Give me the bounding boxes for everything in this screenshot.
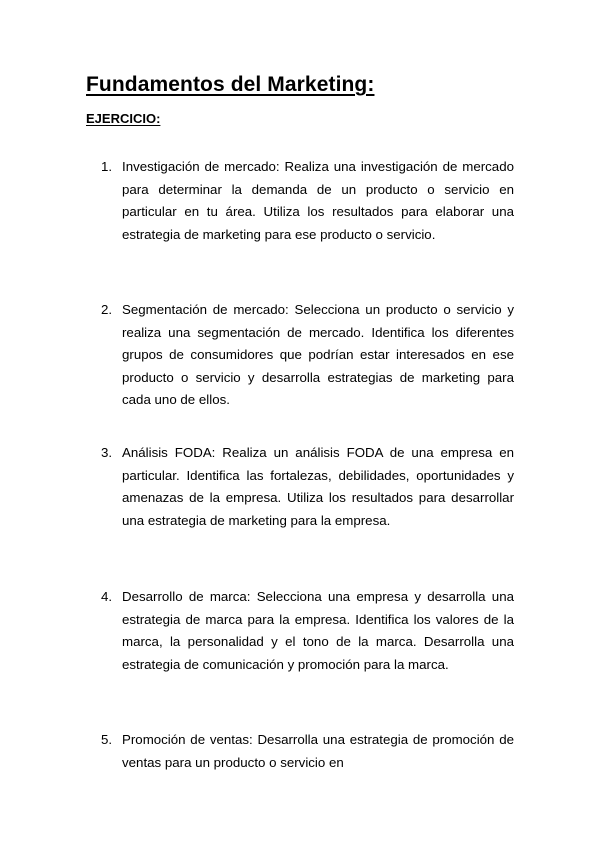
exercise-text: Análisis FODA: Realiza un análisis FODA de una empresa en particular. Identifica las fortalezas, debilidades, oportunidades y amenazas de la empresa. Utiliza los resultados para desarrollar una estrategia de marketing para la empresa.	[122, 445, 514, 528]
exercise-text: Promoción de ventas: Desarrolla una estrategia de promoción de ventas para un producto o servicio en	[122, 732, 514, 770]
exercise-number: 3.	[101, 445, 113, 460]
exercise-number: 2.	[101, 302, 113, 317]
exercise-item-5	[101, 729, 514, 774]
section-heading: EJERCICIO:	[86, 111, 161, 126]
exercise-item-2	[101, 299, 514, 412]
exercise-item-1	[101, 156, 514, 246]
exercise-item-3	[101, 442, 514, 532]
exercise-number: 1.	[101, 159, 113, 174]
exercise-text: Investigación de mercado: Realiza una investigación de mercado para determinar la demanda de un producto o servicio en particular en tu área. Utiliza los resultados para elaborar una estrategia de marketing para ese producto o servicio.	[122, 159, 514, 242]
exercise-item-4	[101, 586, 514, 676]
page-title: Fundamentos del Marketing:	[86, 73, 375, 96]
exercise-number: 4.	[101, 589, 113, 604]
exercise-text: Segmentación de mercado: Selecciona un producto o servicio y realiza una segmentación de mercado. Identifica los diferentes grupos de consumidores que podrían estar interesados en ese producto o servicio y desarrolla estrategias de marketing para cada uno de ellos.	[122, 302, 514, 407]
exercise-number: 5.	[101, 732, 113, 747]
exercise-text: Desarrollo de marca: Selecciona una empresa y desarrolla una estrategia de marca para la empresa. Identifica los valores de la marca, la personalidad y el tono de la marca. Desarrolla una estrategia de comunicación y promoción para la marca.	[122, 589, 514, 672]
